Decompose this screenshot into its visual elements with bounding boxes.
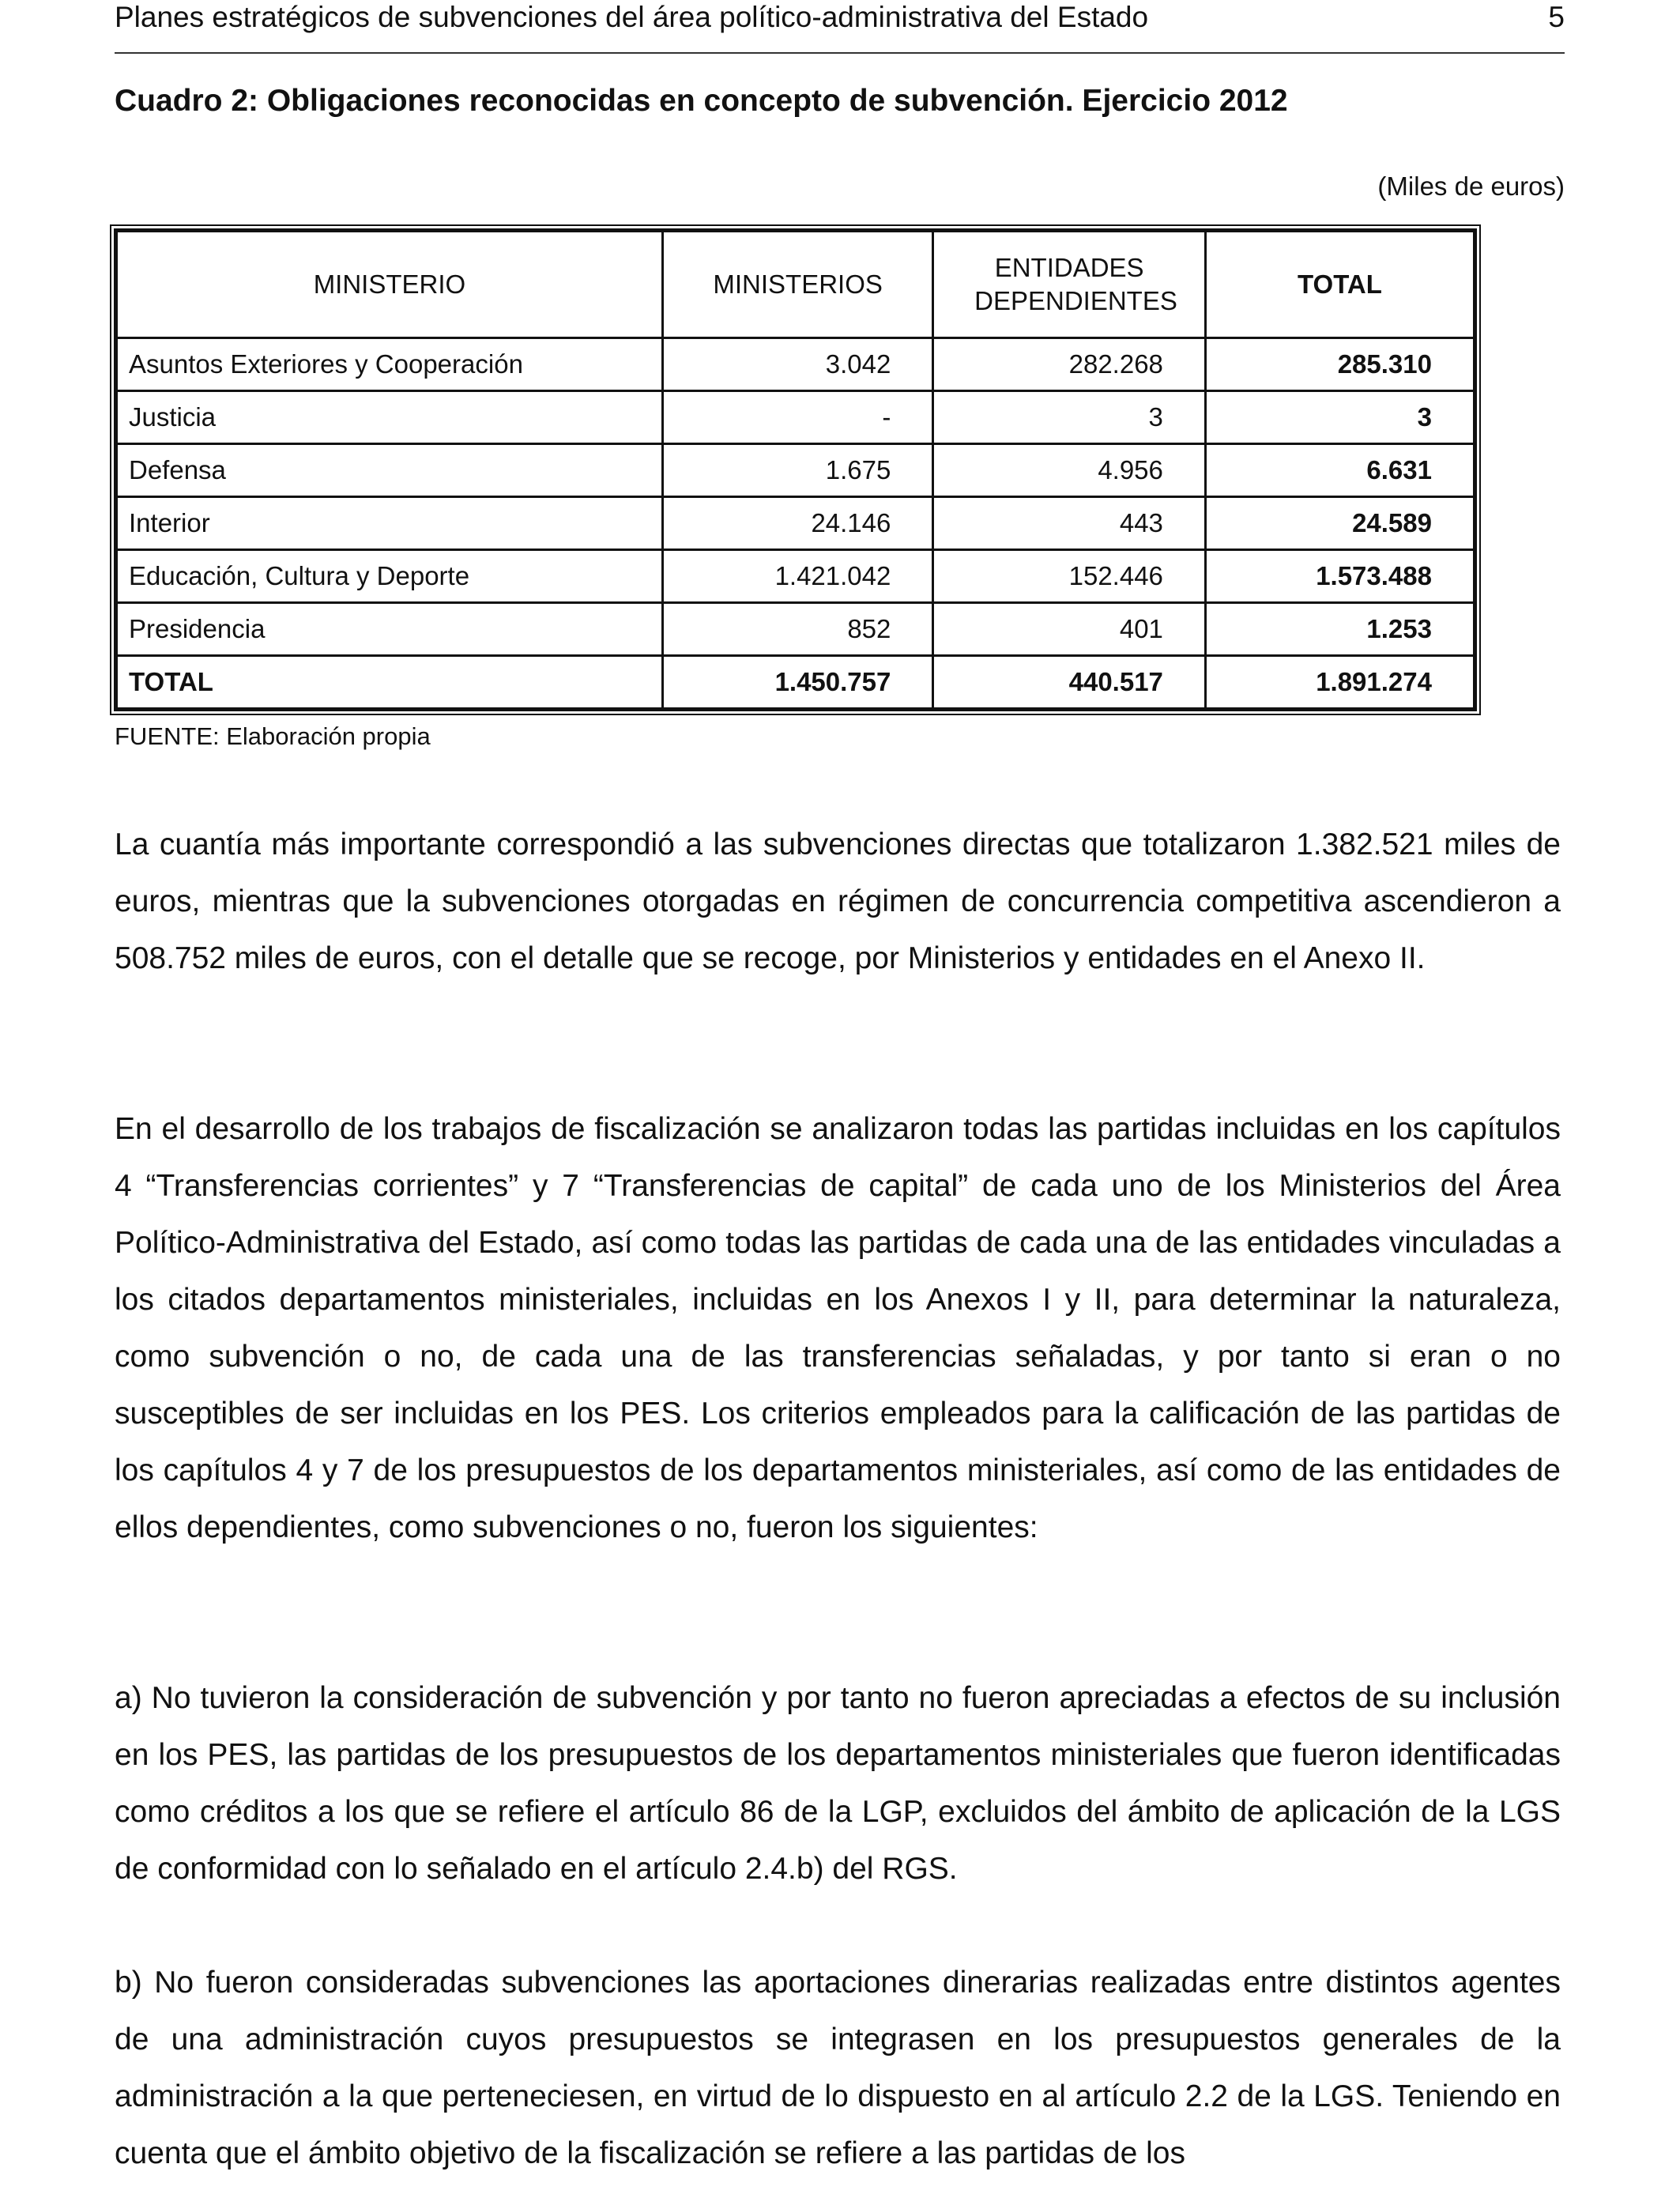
table-row — [117, 603, 1475, 656]
cell-total: 6.631 — [1205, 444, 1474, 497]
cell-entidades: 3 — [933, 391, 1206, 444]
cell-entidades: 4.956 — [933, 444, 1206, 497]
table-units: (Miles de euros) — [1377, 172, 1565, 201]
table-row — [117, 338, 1475, 391]
cell-total-label: TOTAL — [117, 656, 663, 709]
cell-entidades: 282.268 — [933, 338, 1206, 391]
paragraph: b) No fueron consideradas subvenciones las aportaciones dinerarias realizadas entre distintos agentes de una administración cuyos presupuestos se integrasen en los presupuestos generales de la administración a la que perteneciesen, en virtud de lo dispuesto en al artículo 2.2 de la LGS. Teniendo en cuenta que el ámbito objetivo de la fiscalización se refiere a las partidas de los — [115, 1966, 1561, 2170]
cell-entidades: 443 — [933, 497, 1206, 550]
table-total-row — [117, 656, 1475, 709]
cell-ministerio: Educación, Cultura y Deporte — [117, 550, 663, 603]
page-header — [115, 0, 1565, 54]
cell-ministerio: Presidencia — [117, 603, 663, 656]
cell-ministerios: 1.421.042 — [662, 550, 932, 603]
cell-entidades: 401 — [933, 603, 1206, 656]
cell-total: 1.573.488 — [1205, 550, 1474, 603]
cell-total: 24.589 — [1205, 497, 1474, 550]
cell-total: 285.310 — [1205, 338, 1474, 391]
table-row — [117, 550, 1475, 603]
cell-ministerios: 852 — [662, 603, 932, 656]
cell-ministerio: Defensa — [117, 444, 663, 497]
column-header-entidades — [933, 232, 1206, 338]
column-header-ministerio: MINISTERIO — [117, 232, 663, 338]
column-header-ministerios: MINISTERIOS — [662, 232, 932, 338]
cell-grand-total: 1.891.274 — [1205, 656, 1474, 709]
page-number: 5 — [1548, 1, 1565, 33]
paragraph: La cuantía más importante correspondió a las subvenciones directas que totalizaron 1.382.521 miles de euros, mientras que la subvenciones otorgadas en régimen de concurrencia competitiva ascendieron a 508.752 miles de euros, con el detalle que se recoge, por Ministerios y entidades en el Anexo II. — [115, 827, 1561, 975]
cell-total: 3 — [1205, 391, 1474, 444]
table-header-row — [117, 232, 1475, 338]
table-row — [117, 391, 1475, 444]
column-header-entidades-text: ENTIDADES DEPENDIENTES — [974, 253, 1177, 315]
cell-entidades: 152.446 — [933, 550, 1206, 603]
cell-total-ministerios: 1.450.757 — [662, 656, 932, 709]
header-title: Planes estratégicos de subvenciones del área político-administrativa del Estado — [115, 1, 1149, 33]
subsidy-table-frame — [110, 224, 1481, 715]
table-row — [117, 444, 1475, 497]
paragraph: a) No tuvieron la consideración de subvención y por tanto no fueron apreciadas a efectos de su inclusión en los PES, las partidas de los presupuestos de los departamentos ministeriales que fueron identificadas como créditos a los que se refiere el artículo 86 de la LGP, excluidos del ámbito de aplicación de la LGS de conformidad con lo señalado en el artículo 2.4.b) del RGS. — [115, 1681, 1561, 1886]
table-row — [117, 497, 1475, 550]
subsidy-table — [115, 230, 1475, 710]
cell-ministerios: 3.042 — [662, 338, 932, 391]
cell-ministerio: Asuntos Exteriores y Cooperación — [117, 338, 663, 391]
cell-total: 1.253 — [1205, 603, 1474, 656]
cell-ministerios: 24.146 — [662, 497, 932, 550]
cell-ministerio: Justicia — [117, 391, 663, 444]
cell-ministerios: - — [662, 391, 932, 444]
cell-ministerio: Interior — [117, 497, 663, 550]
cell-ministerios: 1.675 — [662, 444, 932, 497]
table-title: Cuadro 2: Obligaciones reconocidas en concepto de subvención. Ejercicio 2012 — [115, 84, 1288, 118]
paragraph: En el desarrollo de los trabajos de fiscalización se analizaron todas las partidas incluidas en los capítulos 4 “Transferencias corrientes” y 7 “Transferencias de capital” de cada uno de los Ministerios del Área Político-Administrativa del Estado, así como todas las partidas de cada una de las entidades vinculadas a los citados departamentos ministeriales, incluidas en los Anexos I y II, para determinar la naturaleza, como subvención o no, de cada una de las transferencias señaladas, y por tanto si eran o no susceptibles de ser incluidas en los PES. Los criterios empleados para la calificación de las partidas de los capítulos 4 y 7 de los presupuestos de los departamentos ministeriales, así como de las entidades de ellos dependientes, como subvenciones o no, fueron los siguientes: — [115, 1112, 1561, 1544]
table-source: FUENTE: Elaboración propia — [115, 722, 431, 750]
cell-total-entidades: 440.517 — [933, 656, 1206, 709]
column-header-total: TOTAL — [1205, 232, 1474, 338]
